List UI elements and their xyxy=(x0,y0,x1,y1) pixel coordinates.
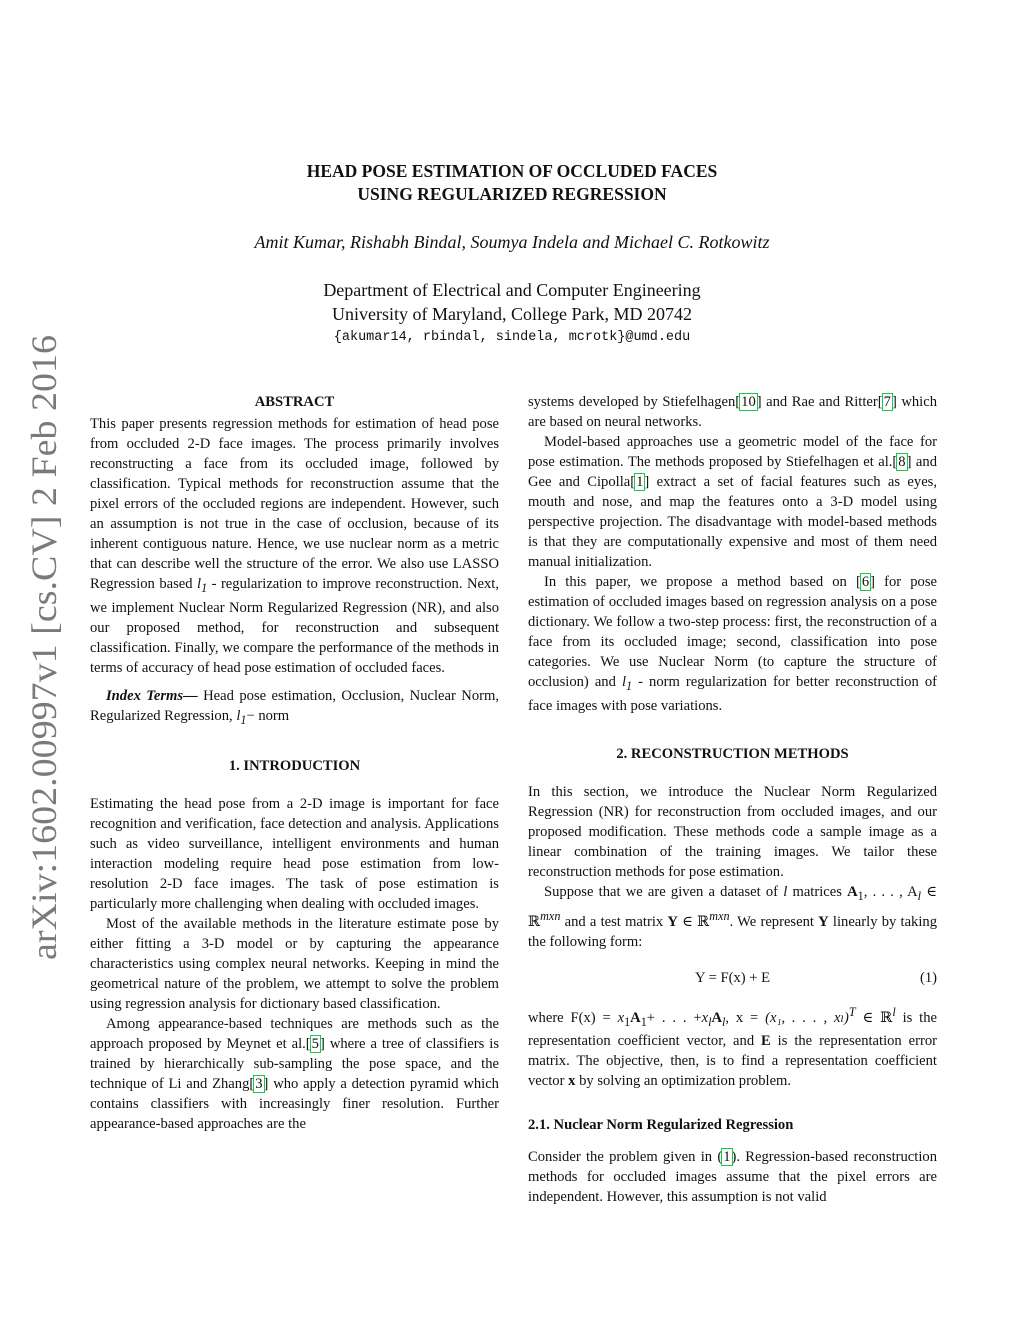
equation-1-body: Y = F(x) + E xyxy=(694,969,771,986)
citation-link[interactable]: 3 xyxy=(255,1075,263,1092)
affiliation-line-1: Department of Electrical and Computer Engineering xyxy=(323,280,701,300)
equation-reference-link[interactable]: 1 xyxy=(723,1149,731,1166)
citation-link[interactable]: 5 xyxy=(311,1035,319,1052)
equation-1-number: (1) xyxy=(919,969,937,986)
affiliation xyxy=(0,278,1024,326)
abstract-text: This paper presents regression methods for estimation of head pose from occluded 2-D face images. The process primarily involves reconstructing a face from its occluded image, followed by classification. Typical methods for reconstruction assume that the pixel errors of the occluded regions are independent. However, such an assumption is not true in the case of occlusion, because of its inherent contiguous nature. Hence, we use nuclear norm as a metric that can describe well the structure of the error. We also use LASSO Regression based $l_1$ - regularization to improve reconstruction. Next, we implement Nuclear Norm Regularized Regression (NR), and also our proposed method, for reconstruction and subsequent classification. Finally, we compare the performance of the methods in terms of accuracy of head pose estimation of occluded faces. xyxy=(90,416,499,676)
subsection-2-1-paragraph-1: Consider the problem given in (1). Regression-based reconstruction methods for occluded images assume that the pixel errors are independent. However, this assumption is not valid xyxy=(528,1149,937,1206)
section-2-heading: 2. RECONSTRUCTION METHODS xyxy=(616,745,849,762)
section-2-paragraph-2: Suppose that we are given a dataset of l matrices $A_1$, . . . , $A_l$ ∈ ℝ$^{mxn}$ and a test matrix Y ∈ ℝ$^{mxn}$. We represent Y linearly by taking the following form: xyxy=(528,883,938,950)
equation-1 xyxy=(528,968,937,988)
arxiv-watermark xyxy=(14,330,70,960)
subsection-2-1-heading: 2.1. Nuclear Norm Regularized Regression xyxy=(528,1117,794,1134)
intro-heading: 1. INTRODUCTION xyxy=(228,757,361,774)
citation-link[interactable]: 7 xyxy=(883,394,891,410)
paper-title xyxy=(0,160,1024,206)
right-paragraph-1: systems developed by Stiefelhagen[10] and Rae and Ritter[7] which are based on neural networks. xyxy=(528,394,937,430)
citation-link[interactable]: 8 xyxy=(898,454,906,470)
index-terms-label: Index Terms— xyxy=(106,687,198,704)
title-line-2: USING REGULARIZED REGRESSION xyxy=(357,184,667,204)
intro-paragraph-1: Estimating the head pose from a 2-D image is important for face recognition and verification, face detection and analysis. Applications such as video surveillance, intelligent environments and human interaction modeling require head pose estimation from low-resolution 2-D face images. The task of pose estimation is particularly more challenging when dealing with occluded images. xyxy=(90,795,499,912)
title-line-1: HEAD POSE ESTIMATION OF OCCLUDED FACES xyxy=(306,161,718,181)
left-column xyxy=(90,392,499,1134)
l1-symbol: $l_1$ xyxy=(197,576,208,595)
arxiv-id: arXiv:1602.00997v1 [cs.CV] 2 Feb 2016 xyxy=(24,368,64,960)
citation-link[interactable]: 10 xyxy=(741,394,756,410)
right-paragraph-3: In this paper, we propose a method based on [6] for pose estimation of occluded images based on regression analysis on a pose dictionary. We follow a two-step process: first, the reconstruction of a face from its occluded image; second, classification into pose categories. We use Nuclear Norm (to capture the structure of occlusion) and $l_1$ - norm regularization for better reconstruction of face images with pose variations. xyxy=(528,574,937,714)
intro-paragraph-3: Among appearance-based techniques are methods such as the approach proposed by Meynet et al.[5] where a tree of classifiers is trained by hierarchically sub-sampling the pose space, and the technique of Li and Zhang[3] who apply a detection pyramid which contains classifiers with increasingly finer resolution. Further appearance-based approaches are the xyxy=(90,1015,499,1132)
section-2-paragraph-3: where $F(x) = x_1A_1+$ . . . $+x_lA_l$, x = (x₁, . . . , xₗ)$^T$ ∈ ℝ$^l$ is the representation coefficient vector, and E is the representation error matrix. The objective, then, is to find a representation coefficient vector x by solving an optimization problem. xyxy=(528,1004,937,1090)
intro-paragraph-2: Most of the available methods in the literature estimate pose by either fitting a 3-D model or by capturing the appearance characteristics using complex neural networks. Keeping in mind the geometrical nature of the problem, we attempt to solve the problem using regression analysis for dictionary based classification. xyxy=(90,915,499,1012)
citation-link[interactable]: 1 xyxy=(636,474,644,490)
authors: Amit Kumar, Rishabh Bindal, Soumya Indela and Michael C. Rotkowitz xyxy=(254,232,770,252)
citation-link[interactable]: 6 xyxy=(861,574,870,590)
right-paragraph-2: Model-based approaches use a geometric model of the face for pose estimation. The methods proposed by Stiefelhagen et al.[8] and Gee and Cipolla[1] extract a set of facial features such as eyes, mouth and nose, and map the features onto a 3-D model using perspective projection. The disadvantage with model-based methods is that they are computationally expensive and most of them need manual initialization. xyxy=(528,434,937,570)
index-terms: Index Terms— Head pose estimation, Occlusion, Nuclear Norm, Regularized Regression, $l_1-$ norm xyxy=(90,687,500,727)
abstract-heading: ABSTRACT xyxy=(254,394,335,410)
section-2-paragraph-1: In this section, we introduce the Nuclear Norm Regularized Regression (NR) for reconstruction from occluded images, and our proposed modification. These methods code a sample image as a linear combination of the training images. We tailor these reconstruction methods for pose estimation. xyxy=(528,783,937,880)
email-addresses: {akumar14, rbindal, sindela, mcrotk}@umd.edu xyxy=(333,330,691,345)
right-column xyxy=(528,392,937,1207)
affiliation-line-2: University of Maryland, College Park, MD 20742 xyxy=(332,304,692,324)
